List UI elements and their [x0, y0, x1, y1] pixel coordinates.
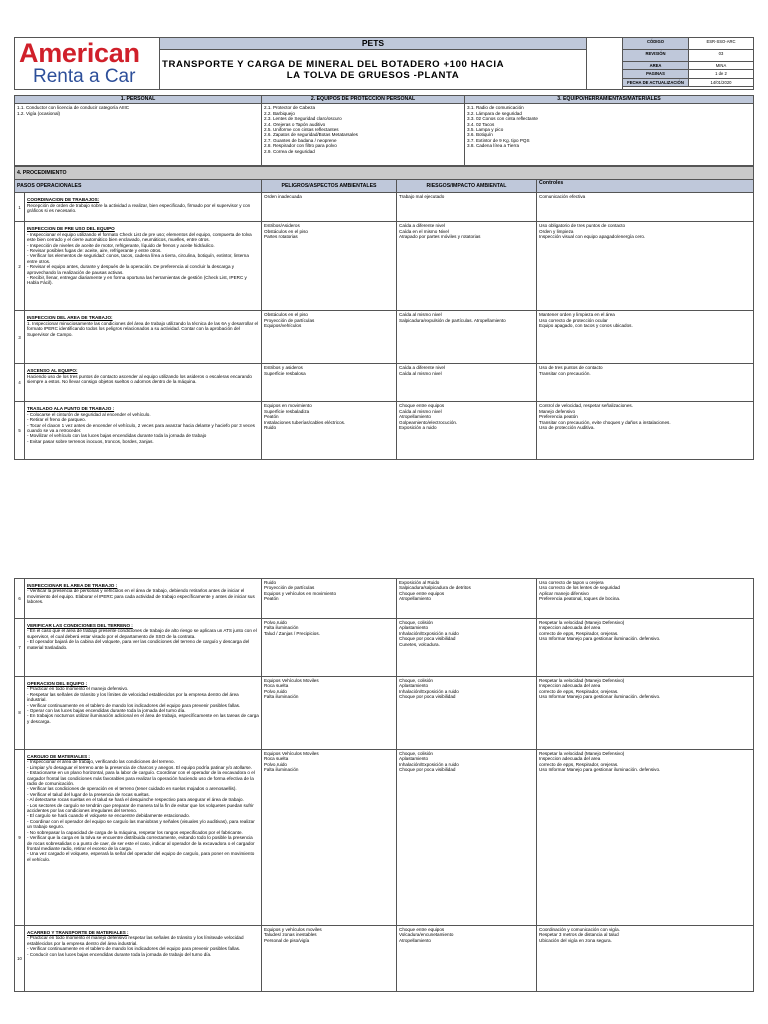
epp-item: 2.9. Correa de seguridad: [264, 148, 315, 154]
step-line: - Limpiar y/o desaguar el terreno ante la presencia de charcos y anegos. El equipo podría patinar y/o atollarse.: [27, 764, 252, 770]
personal-list: [15, 104, 262, 166]
step-title: OPERACION DEL EQUIPO :: [27, 681, 88, 686]
step-number: 10: [15, 926, 25, 992]
risks-cell: [397, 311, 537, 364]
meta-key-revision: REVISIÓN: [623, 50, 689, 62]
step-line: - Respetar las señales de tránsito y los límites de velocidad establecidos por la empresa dentro del área industrial.: [27, 691, 239, 703]
step-line: - Verificar que la carga en la tolva se encuentre distribuida correctamente, evitando todo lo posible la presencia de rocas sobresalidas o a punto de caer, de ser este el caso, indicar al operador de la excavadora o el cargador frontal mediante radio, retirar el exceso de la carga.: [27, 835, 255, 851]
hazards-cell: [262, 193, 397, 222]
control-item: Aplicar manejo difensivo: [539, 590, 589, 596]
control-item: Orden y limpieza: [539, 228, 574, 234]
procedure-rows-page-2: [15, 579, 754, 992]
risks-cell: [397, 222, 537, 311]
epp-item: 2.3. Lentes de Seguridad claro/oscuro: [264, 116, 342, 122]
hazard-item: Equipos Vehículos Moviles: [264, 751, 319, 756]
risk-item: Exposición a ruido: [399, 425, 437, 431]
risk-item: Inhalación/Exposición a ruido: [399, 688, 459, 694]
step-number: 6: [15, 579, 25, 619]
hazard-item: Ruido: [264, 580, 277, 585]
procedure-row: [15, 619, 754, 677]
epp-item: 2.5. Uniforme con cintas reflectantes: [264, 127, 339, 133]
page-1: [14, 37, 754, 460]
control-item: Respetar la velocidad (Manejo Defensivo): [539, 751, 625, 756]
risk-item: Choque entre equipos: [399, 590, 445, 596]
risk-item: Choque por poca visibilidad: [399, 767, 456, 773]
control-item: Transitar con precaución, evite choques y daños a instalaciones.: [539, 419, 671, 425]
col-hazards: PELIGROS/ASPECTOS AMBIENTALES: [262, 180, 397, 193]
meta-spacer: [623, 87, 754, 90]
controls-cell: [537, 677, 754, 750]
control-item: Uso Informar Manejo para gestionar iluminación. defensivo.: [539, 767, 661, 773]
hazard-item: Obstáculos en el piso: [264, 312, 308, 318]
personal-item: 1.2. Vigía (ocasional): [17, 110, 61, 116]
step-description: [25, 222, 262, 311]
tool-item: 3.1. Radio de comunicación: [467, 105, 524, 111]
hazard-item: Equipos/vehículos: [264, 323, 302, 329]
step-number: 3: [15, 311, 25, 364]
control-item: Mantener orden y limpieza en el área: [539, 312, 615, 318]
company-logo: [15, 38, 160, 90]
controls-cell: [537, 193, 754, 222]
step-description: [25, 364, 262, 402]
hazard-item: Instalaciones tuberías/cables eléctricos.: [264, 419, 346, 425]
risk-item: Exposición al Ruido: [399, 580, 440, 585]
control-item: Inspeccion adecuada del area: [539, 683, 601, 689]
control-item: correcto de epps, Respirador, orejeras.: [539, 761, 619, 767]
risk-item: Choque entre equipos: [399, 927, 445, 932]
risk-item: Atropellamiento: [399, 596, 431, 602]
control-item: Control de velocidad, respetar señalizaciones.: [539, 403, 633, 409]
control-item: Uso obligatorio de tres puntos de contacto: [539, 223, 626, 229]
procedure-table-page-1: [14, 166, 754, 460]
step-line: - Evitar pasar sobre terrenos inocuos, troncos, bordes, zanjas.: [27, 438, 154, 444]
step-line: - Verificar la presencia de personas y vehículos en el área de trabajo, debiendo retirarlos antes de iniciar el movimiento del equipo. Elaborar el IPERC para cada actividad de trabajo específicamente y antes de iniciar sus labores.: [27, 588, 255, 605]
step-line: - Retirar el freno de parqueo.: [27, 417, 86, 423]
epp-item: 2.1. Protector de Cabeza: [264, 105, 316, 111]
col-steps: PASOS OPERACIONALES: [15, 180, 262, 193]
hazards-cell: [262, 677, 397, 750]
document-title: [160, 50, 587, 90]
procedure-row: [15, 311, 754, 364]
procedure-row: [15, 364, 754, 402]
risk-item: Aplastamiento: [399, 625, 429, 631]
risk-item: Atropellamiento: [399, 937, 431, 943]
step-description: [25, 193, 262, 222]
procedure-table-page-2: [14, 578, 754, 992]
title-line-2: LA TOLVA DE GRUESOS -PLANTA: [286, 69, 460, 81]
procedure-rows-page-1: [15, 193, 754, 460]
tool-item: 3.2. Lámpara de seguridad: [467, 110, 522, 116]
tools-heading: 3. EQUIPO/HERRAMIENTAS/MATERIALES: [465, 96, 754, 104]
control-item: Comunicación efectiva: [539, 194, 586, 200]
control-item: Respetar la velocidad (Manejo Defensivo): [539, 678, 625, 683]
step-line: Recepción de orden de trabajo sobre la actividad a realizar, bien especificado, firmado por el supervisor y con gráficos si es necesario.: [27, 202, 251, 214]
header-spacer: [587, 38, 623, 90]
risk-item: Aplastamiento: [399, 683, 429, 689]
step-title: COORDINACION DE TRABAJOS:: [27, 197, 100, 203]
tool-item: 3.6. Botiquín: [467, 132, 493, 138]
logo-text-bottom: Renta a Car: [33, 66, 136, 87]
risks-cell: [397, 193, 537, 222]
controls-cell: [537, 311, 754, 364]
document-header: [14, 37, 754, 90]
hazard-item: Proyección de partículas: [264, 317, 315, 323]
step-line: - El operador bajará de la cabina del volquete, para ver las condiciones del terreno de carguío y descarga del material trasladado.: [27, 639, 250, 650]
hazard-item: Superficie resbalosa: [264, 370, 306, 376]
hazards-cell: [262, 402, 397, 460]
control-item: Uso correcto de los lentes de seguridad: [539, 585, 620, 591]
step-line: - Al detectarse rocas sueltas en el talud se hará el desquinche respectivo para asegurar el área de trabajo.: [27, 797, 244, 803]
risk-item: Caída en el mismo Nivel: [399, 228, 449, 234]
meta-value-date: 14/01/2020: [689, 78, 754, 86]
hazard-item: Equipos y vehículos moviles: [264, 927, 322, 932]
risks-cell: [397, 926, 537, 992]
hazard-item: Equipos en movimiento: [264, 403, 312, 409]
hazard-item: Falta iluminación: [264, 694, 299, 700]
hazard-item: Personal de piso/vigía: [264, 937, 310, 943]
tool-item: 3.3. 02 Conos con cinta reflectante: [467, 116, 538, 122]
risks-cell: [397, 750, 537, 926]
step-line: - Practicar en todo momento el manejo defensivo.: [27, 686, 129, 692]
control-item: Inspección visual con equipo apagado/energía cero.: [539, 234, 646, 240]
step-line: - Conducir con las luces bajas encendidas durante toda la jornada de trabajo del turno día.: [27, 951, 212, 957]
step-number: 9: [15, 750, 25, 926]
risk-item: Caída al mismo nivel: [399, 370, 442, 376]
step-title: INSPECCION DE PRE USO DEL EQUIPO: [27, 226, 115, 232]
epp-item: 2.4. Orejeras o Tapón auditivo: [264, 121, 326, 127]
personal-item: 1.1. Conductor con licencia de conducir categoría AIIIC: [17, 105, 130, 111]
step-line: - Inspección de niveles de aceite de motor, refrigerante, líquido de frenos y aceite hidráulico.: [27, 242, 215, 248]
step-line: - Los sectores de carguío se tendrán que preparar de manera tal la fin de evitar que los volquetes puedan sufrir accidentes por las condiciones irregulares del terreno.: [27, 802, 254, 814]
control-item: Manejo defensivo: [539, 408, 576, 414]
step-line: - El carguío se hará cuando el volquete se encuentre debidamente estacionado.: [27, 813, 190, 819]
hazards-cell: [262, 222, 397, 311]
risk-item: Choque por poca visibilidad: [399, 636, 456, 642]
hazards-cell: [262, 364, 397, 402]
epp-item: 2.7. Guantes de badana / neoprene: [264, 137, 337, 143]
step-line: - Coordinar con el operador del equipo se carguío las maniobras y señales (visuales y/o auditivas), para realizar un trabajo seguro.: [27, 818, 255, 830]
step-number: 7: [15, 619, 25, 677]
step-line: - Movilizar el vehículo con las luces bajas encendidas durante toda la jornada de trabajo: [27, 433, 207, 439]
meta-value-pages: 1 de 2: [689, 70, 754, 78]
step-line: - En trabajos nocturnos utilizar iluminación adicional en el área de trabajo, específicamente en las tareas de carga y descarga.: [27, 713, 259, 724]
procedure-row: [15, 579, 754, 619]
step-line: - Verificar continuamente en el tablero de mando los indicadores del equipo para prevenir posibles fallas.: [27, 946, 241, 952]
risk-item: Volcadura/encunetamiento: [399, 932, 454, 938]
step-line: - Verificar continuamente en el tablero de mando los indicadores del equipo para prevenir posibles fallas.: [27, 702, 241, 708]
risks-cell: [397, 364, 537, 402]
personal-heading: 1. PERSONAL: [15, 96, 262, 104]
procedure-row: [15, 677, 754, 750]
hazards-cell: [262, 579, 397, 619]
step-line: Haciendo uso de los tres puntos de contacto ascender al equipo utilizando los asideros o escaleras encarando siempre a estos. No llevar consigo objetos sueltos o adornos dentro de la máquina.: [27, 373, 252, 385]
step-line: - Inspeccionar el área de trabajo, verificando las condiciones del terreno.: [27, 759, 175, 765]
controls-cell: [537, 750, 754, 926]
risk-item: Atropellamiento: [399, 414, 431, 420]
control-item: Coordinación y comunicación con vigía.: [539, 927, 620, 932]
epp-item: 2.8. Respirador con filtro para polvo: [264, 143, 337, 149]
hazard-item: Equipos y vehículos en movimiento: [264, 590, 337, 596]
control-item: Equipo apagado, con tacos y conos ubicados.: [539, 323, 633, 329]
meta-value-area: MINA: [689, 61, 754, 69]
step-description: [25, 926, 262, 992]
step-line: - Practicar en todo momento el manejo defensivo respetar las señales de tránsito y los límiteade velocidad establecidos por la empresa dentro del área industrial.: [27, 935, 244, 946]
step-line: - Verificar las condiciones de operación en el terreno (tener cuidado en suelos mojados o arenosaellis).: [27, 786, 237, 792]
epp-heading: 2. EQUIPOS DE PROTECCION PERSONAL: [262, 96, 465, 104]
risk-item: Salpicadura/expulsión de partículas. Atropellamiento: [399, 317, 506, 323]
hazard-item: Polvo,ruido: [264, 688, 287, 694]
control-item: Inspeccion adecuada del area: [539, 756, 601, 762]
risks-cell: [397, 402, 537, 460]
hazard-item: Superficie resbaladiza: [264, 408, 310, 414]
step-description: [25, 311, 262, 364]
procedure-row: [15, 926, 754, 992]
step-title: INSPECCIONAR EL AREA DE TRABAJO :: [27, 583, 118, 588]
step-line: - En el caso que el área de trabajo presente condiciones de trabajo de alto riesgo se aplicara un ATS junto con el supervisor, el cual deberá estar visado por el departamento de SSO de la contrata.: [27, 628, 257, 639]
hazard-item: Roca suelta: [264, 683, 289, 689]
hazards-cell: [262, 926, 397, 992]
control-item: correcto de epps, Respirador, orejeras.: [539, 688, 619, 694]
risk-item: Inhalación/Exposición a ruido: [399, 761, 459, 767]
hazards-cell: [262, 750, 397, 926]
control-item: Respetar la velocidad (Manejo Defensivo): [539, 620, 625, 625]
step-line: - Colocarse el cinturón de seguridad al encender el vehículo.: [27, 411, 151, 417]
step-title: VERIFICAR LAS CONDICIONES DEL TERRENO :: [27, 623, 133, 628]
control-item: Uso correcto de tapon u orejera: [539, 580, 604, 585]
page-2: [14, 578, 754, 992]
risk-item: Trabajo mal ejecutado: [399, 194, 445, 200]
risk-item: Inhalación/Exposición a ruido: [399, 630, 459, 636]
hazard-item: Estribos/Asideros: [264, 223, 300, 229]
step-line: - Verificar el talud del lugar de la presencia de rocas sueltas.: [27, 791, 150, 797]
step-number: 5: [15, 402, 25, 460]
hazard-item: Peatón: [264, 414, 279, 420]
step-description: [25, 579, 262, 619]
control-item: Respetar 3 metros de distancia al talud: [539, 932, 619, 938]
step-line: 1. Inspeccionar minuciosamente las condiciones del área de trabajo utilizando la técnica de las 6A y desarrollar el formato IPERC identificando todos los peligros relacionados a su actividad. Contar con la aprobación del Supervisor de Campo.: [27, 320, 259, 337]
hazard-item: Ruido: [264, 425, 277, 431]
step-line: - Revisar posibles fugas de: aceite, aire, refrigerante y entre otros.: [27, 248, 162, 254]
step-number: 8: [15, 677, 25, 750]
hazard-item: Equipos Vehículos Moviles: [264, 678, 319, 683]
epp-item: 2.6. Zapatos de seguridad/Botas Metatarsales: [264, 132, 358, 138]
col-controls: Controles: [537, 180, 754, 193]
controls-cell: [537, 364, 754, 402]
risk-item: Caída al mismo nivel: [399, 312, 442, 318]
risk-item: Choque entre equipos: [399, 403, 445, 409]
step-line: - Revisar el equipo antes, durante y después de la operación. De preferencia al concluir la descarga y aprovechando la realización de pausas activas.: [27, 264, 235, 275]
control-item: Uso Informar Manejo para gestionar iluminación. defensivo.: [539, 636, 661, 642]
step-title: INSPECCION DEL AREA DE TRABAJO:: [27, 315, 113, 321]
step-line: - Verificar los elementos de seguridad: conos, tacos, cadena lírea a tierra, circulina, botiquín, extintor, linterna entre otros.: [27, 253, 249, 264]
risk-item: Atrapado por partes móviles y rotatorias: [399, 234, 481, 240]
step-description: [25, 402, 262, 460]
meta-key-code: CÓDIGO: [623, 38, 689, 50]
step-line: - Estacionarse en un plano horizontal, para la labor de carguío. Coordinar con el operador de la excavadora o el cargador frontal las condiciones más favorables para realizar la operación haciendo uso de forma efectiva de la radio de comunicación.: [27, 770, 255, 787]
step-number: 1: [15, 193, 25, 222]
hazard-item: Falta iluminación: [264, 767, 299, 773]
step-number: 4: [15, 364, 25, 402]
hazard-item: Polvo,ruido: [264, 761, 287, 767]
step-number: 2: [15, 222, 25, 311]
meta-key-pages: PAGINAS: [623, 70, 689, 78]
procedure-row: [15, 193, 754, 222]
control-item: Ubicación del vigía en zona segura.: [539, 937, 612, 943]
step-line: - Inspeccionar el equipo utilizando el formato Check List de pre uso; elementos del equipo, compuerta de tolva este bien cerrado y el cierre automático bien enclavado, neumáticos, muelles, entre otros.: [27, 231, 252, 243]
risk-item: Choque, colisión: [399, 751, 433, 756]
risk-item: Choque, colisión: [399, 620, 433, 625]
hazards-cell: [262, 619, 397, 677]
control-item: correcto de epps, Respirador, orejeras.: [539, 630, 619, 636]
hazard-item: Taludes/ zonas inestables: [264, 932, 317, 938]
epp-list: [262, 104, 465, 166]
tools-list: [465, 104, 754, 166]
control-item: Uso correcto de protección ocular: [539, 317, 608, 323]
risk-item: Cunetes, volcadura.: [399, 641, 440, 647]
pets-label: PETS: [160, 38, 587, 50]
hazard-item: Polvo,ruido: [264, 620, 287, 625]
risks-cell: [397, 619, 537, 677]
meta-key-area: AREA: [623, 61, 689, 69]
hazard-item: Talud / Zanjas / Precipicios.: [264, 630, 320, 636]
control-item: Preferencia peatón: [539, 414, 578, 420]
hazard-item: Proyección de partículas: [264, 585, 315, 591]
meta-value-revision: 03: [689, 50, 754, 62]
hazard-item: Roca suelta: [264, 756, 289, 762]
risk-item: Caída a diferente nivel: [399, 223, 445, 229]
hazard-item: Falta iluminación: [264, 625, 299, 631]
control-item: Preferencia peatonal, toques de bocina.: [539, 596, 621, 602]
step-description: [25, 750, 262, 926]
controls-cell: [537, 222, 754, 311]
control-item: Uso de tres puntos de contacto: [539, 365, 603, 371]
resources-table: [14, 95, 754, 166]
procedure-heading: 4. PROCEDIMIENTO: [15, 167, 754, 180]
procedure-row: [15, 750, 754, 926]
logo-text-top: American: [19, 38, 140, 68]
hazard-item: Obstáculos en el piso: [264, 228, 308, 234]
procedure-row: [15, 222, 754, 311]
meta-key-date: FECHA DE ACTUALIZACIÓN: [623, 78, 689, 86]
controls-cell: [537, 579, 754, 619]
risks-cell: [397, 677, 537, 750]
risk-item: Golpeamiento/electrocución.: [399, 419, 458, 425]
control-item: Transitar con precaución.: [539, 370, 591, 376]
epp-item: 2.2. Barbiquejo: [264, 110, 295, 116]
controls-cell: [537, 926, 754, 992]
hazard-item: Partes rotatorias: [264, 234, 298, 240]
control-item: Uso de protección Auditiva.: [539, 425, 595, 431]
tool-item: 3.7. Extintor de 9 Kg. tipo PQS: [467, 137, 530, 143]
tool-item: 3.8. Cadena lírea a Tierra: [467, 143, 520, 149]
tool-item: 3.4. 02 Tacos: [467, 121, 495, 127]
risk-item: Choque, colisión: [399, 678, 433, 683]
risk-item: Choque por poca visibilidad: [399, 694, 456, 700]
col-risks: RIESGOS/IMPACTO AMBIENTAL: [397, 180, 537, 193]
control-item: Inspeccion adecuada del area: [539, 625, 601, 631]
risk-item: Salpicadura/salpicadura de detritos: [399, 585, 471, 591]
meta-value-code: ESR-SSO-ARC: [689, 38, 754, 50]
step-title: TRASLADO ALA PUNTO DE TRABAJO :: [27, 406, 115, 412]
title-line-1: TRANSPORTE Y CARGA DE MINERAL DEL BOTADERO +100 HACIA: [162, 58, 505, 70]
risk-item: Caída al mismo nivel: [399, 408, 442, 414]
step-line: - Tocar el claxon 1 vez antes de encender el vehículo, 2 veces para avanzar hacia delante y haciefo por 3 veces cuando se va a retroceder.: [27, 422, 255, 434]
controls-cell: [537, 619, 754, 677]
step-line: - Una vez cargado el volquete, esperará la señal del operador del equipo de carguío, para poner en movimiento el vehículo.: [27, 851, 255, 862]
controls-cell: [537, 402, 754, 460]
step-line: - Recibir, llenar, entregar diariamente y en forma oportuna las herramientas de gestión (Check List, IPERC y Habla Fácil).: [27, 275, 247, 286]
step-description: [25, 677, 262, 750]
step-title: ASCENSO AL EQUIPO:: [27, 368, 78, 374]
step-description: [25, 619, 262, 677]
step-title: ACARREO Y TRANSPORTE DE MATERIALES :: [27, 930, 129, 935]
risk-item: Caída a diferente nivel: [399, 365, 445, 371]
control-item: Uso Informar Manejo para gestionar iluminación. defensivo.: [539, 694, 661, 700]
step-line: - Operar con las luces bajas encendidas durante toda la jornada del turno día.: [27, 708, 186, 714]
procedure-row: [15, 402, 754, 460]
hazard-item: Peatón: [264, 596, 279, 602]
step-line: - No sobrepasar la capacidad de carga de la máquina, respetar los rangos especificados por el fabricante.: [27, 829, 243, 835]
tool-item: 3.5. Lampa y pico: [467, 127, 504, 133]
step-title: CARGUIO DE MATERIALES :: [27, 754, 90, 759]
hazard-item: Estribos y asideros: [264, 365, 303, 371]
hazards-cell: [262, 311, 397, 364]
risks-cell: [397, 579, 537, 619]
risk-item: Aplastamiento: [399, 756, 429, 762]
hazard-item: Orden inadecuada: [264, 194, 302, 200]
